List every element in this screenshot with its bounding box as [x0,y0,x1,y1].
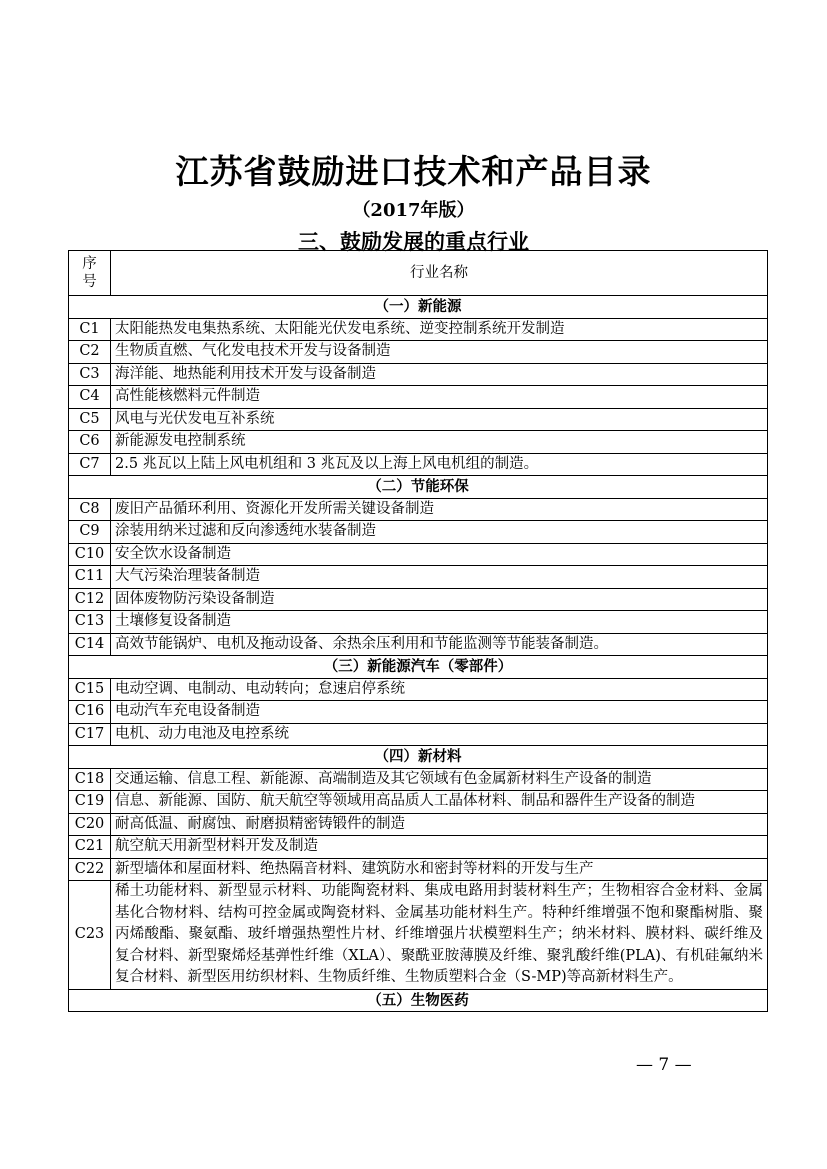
row-industry-name: 安全饮水设备制造 [111,543,768,566]
header-name: 行业名称 [111,251,768,296]
row-id: C6 [69,431,111,454]
row-industry-name: 高效节能锅炉、电机及拖动设备、余热余压利用和节能监测等节能装备制造。 [111,633,768,656]
table-row [69,633,768,656]
table-row [69,881,768,990]
section-title: 三、鼓励发展的重点行业 [298,229,529,254]
category-title: （二）节能环保 [69,476,768,499]
row-id: C8 [69,498,111,521]
row-industry-name: 航空航天用新型材料开发及制造 [111,836,768,859]
category-title: （四）新材料 [69,746,768,769]
row-id: C5 [69,408,111,431]
row-industry-name: 高性能核燃料元件制造 [111,386,768,409]
category-row [69,476,768,499]
header-seq [69,251,111,296]
row-industry-name: 新能源发电控制系统 [111,431,768,454]
row-industry-name: 新型墙体和屋面材料、绝热隔音材料、建筑防水和密封等材料的开发与生产 [111,858,768,881]
row-id: C22 [69,858,111,881]
table-row [69,701,768,724]
row-industry-name: 电动空调、电制动、电动转向；怠速启停系统 [111,678,768,701]
row-id: C23 [69,881,111,990]
row-id: C13 [69,611,111,634]
document-subtitle: （2017年版） [352,200,475,221]
row-industry-name: 固体废物防污染设备制造 [111,588,768,611]
row-industry-name: 稀土功能材料、新型显示材料、功能陶瓷材料、集成电路用封装材料生产；生物相容合金材料、金属基化合物材料、结构可控金属或陶瓷材料、金属基功能材料生产。特种纤维增强不饱和聚酯树脂、聚丙烯酸酯、聚氨酯、玻纤增强热塑性片材、纤维增强片状模塑料生产；纳米材料、膜材料、碳纤维及复合材料、新型聚烯烃基弹性纤维（XLA）、聚酰亚胺薄膜及纤维、聚乳酸纤维(PLA)、有机硅氟纳米复合材料、新型医用纺织材料、生物质纤维、生物质塑料合金（S-MP)等高新材料生产。 [111,881,768,990]
row-industry-name: 信息、新能源、国防、航天航空等领域用高品质人工晶体材料、制品和器件生产设备的制造 [111,791,768,814]
row-industry-name: 耐高低温、耐腐蚀、耐磨损精密铸锻件的制造 [111,813,768,836]
table-row [69,678,768,701]
table-row [69,408,768,431]
row-id: C10 [69,543,111,566]
table-row [69,543,768,566]
row-industry-name: 涂装用纳米过滤和反向渗透纯水装备制造 [111,521,768,544]
row-industry-name: 废旧产品循环利用、资源化开发所需关键设备制造 [111,498,768,521]
row-industry-name: 大气污染治理装备制造 [111,566,768,589]
industry-table [68,250,768,1012]
row-industry-name: 电机、动力电池及电控系统 [111,723,768,746]
category-title: （一）新能源 [69,296,768,319]
row-id: C1 [69,318,111,341]
row-industry-name: 风电与光伏发电互补系统 [111,408,768,431]
table-row [69,768,768,791]
row-id: C18 [69,768,111,791]
table-row [69,836,768,859]
row-industry-name: 太阳能热发电集热系统、太阳能光伏发电系统、逆变控制系统开发制造 [111,318,768,341]
row-industry-name: 电动汽车充电设备制造 [111,701,768,724]
table-row [69,723,768,746]
row-id: C19 [69,791,111,814]
table-row [69,566,768,589]
table-row [69,318,768,341]
row-id: C16 [69,701,111,724]
table-row [69,453,768,476]
row-id: C2 [69,341,111,364]
document-title: 江苏省鼓励进口技术和产品目录 [175,152,652,191]
row-industry-name: 土壤修复设备制造 [111,611,768,634]
table-row [69,611,768,634]
header-seq-label: 序号 [82,256,97,290]
row-id: C15 [69,678,111,701]
row-id: C14 [69,633,111,656]
row-id: C3 [69,363,111,386]
row-id: C21 [69,836,111,859]
table-row [69,813,768,836]
table-row [69,341,768,364]
table-row [69,386,768,409]
row-industry-name: 2.5 兆瓦以上陆上风电机组和 3 兆瓦及以上海上风电机组的制造。 [111,453,768,476]
table-row [69,588,768,611]
category-row [69,989,768,1012]
page-number: — 7 — [636,1055,692,1075]
table-row [69,521,768,544]
row-id: C4 [69,386,111,409]
category-row [69,656,768,679]
category-row [69,296,768,319]
row-industry-name: 交通运输、信息工程、新能源、高端制造及其它领域有色金属新材料生产设备的制造 [111,768,768,791]
table-row [69,498,768,521]
row-industry-name: 海洋能、地热能利用技术开发与设备制造 [111,363,768,386]
row-id: C17 [69,723,111,746]
table-row [69,791,768,814]
table-row [69,431,768,454]
row-id: C7 [69,453,111,476]
category-title: （五）生物医药 [69,989,768,1012]
row-id: C11 [69,566,111,589]
row-id: C12 [69,588,111,611]
table-header-row [69,251,768,296]
row-id: C20 [69,813,111,836]
category-title: （三）新能源汽车（零部件） [69,656,768,679]
table-row [69,363,768,386]
table-row [69,858,768,881]
category-row [69,746,768,769]
row-industry-name: 生物质直燃、气化发电技术开发与设备制造 [111,341,768,364]
row-id: C9 [69,521,111,544]
